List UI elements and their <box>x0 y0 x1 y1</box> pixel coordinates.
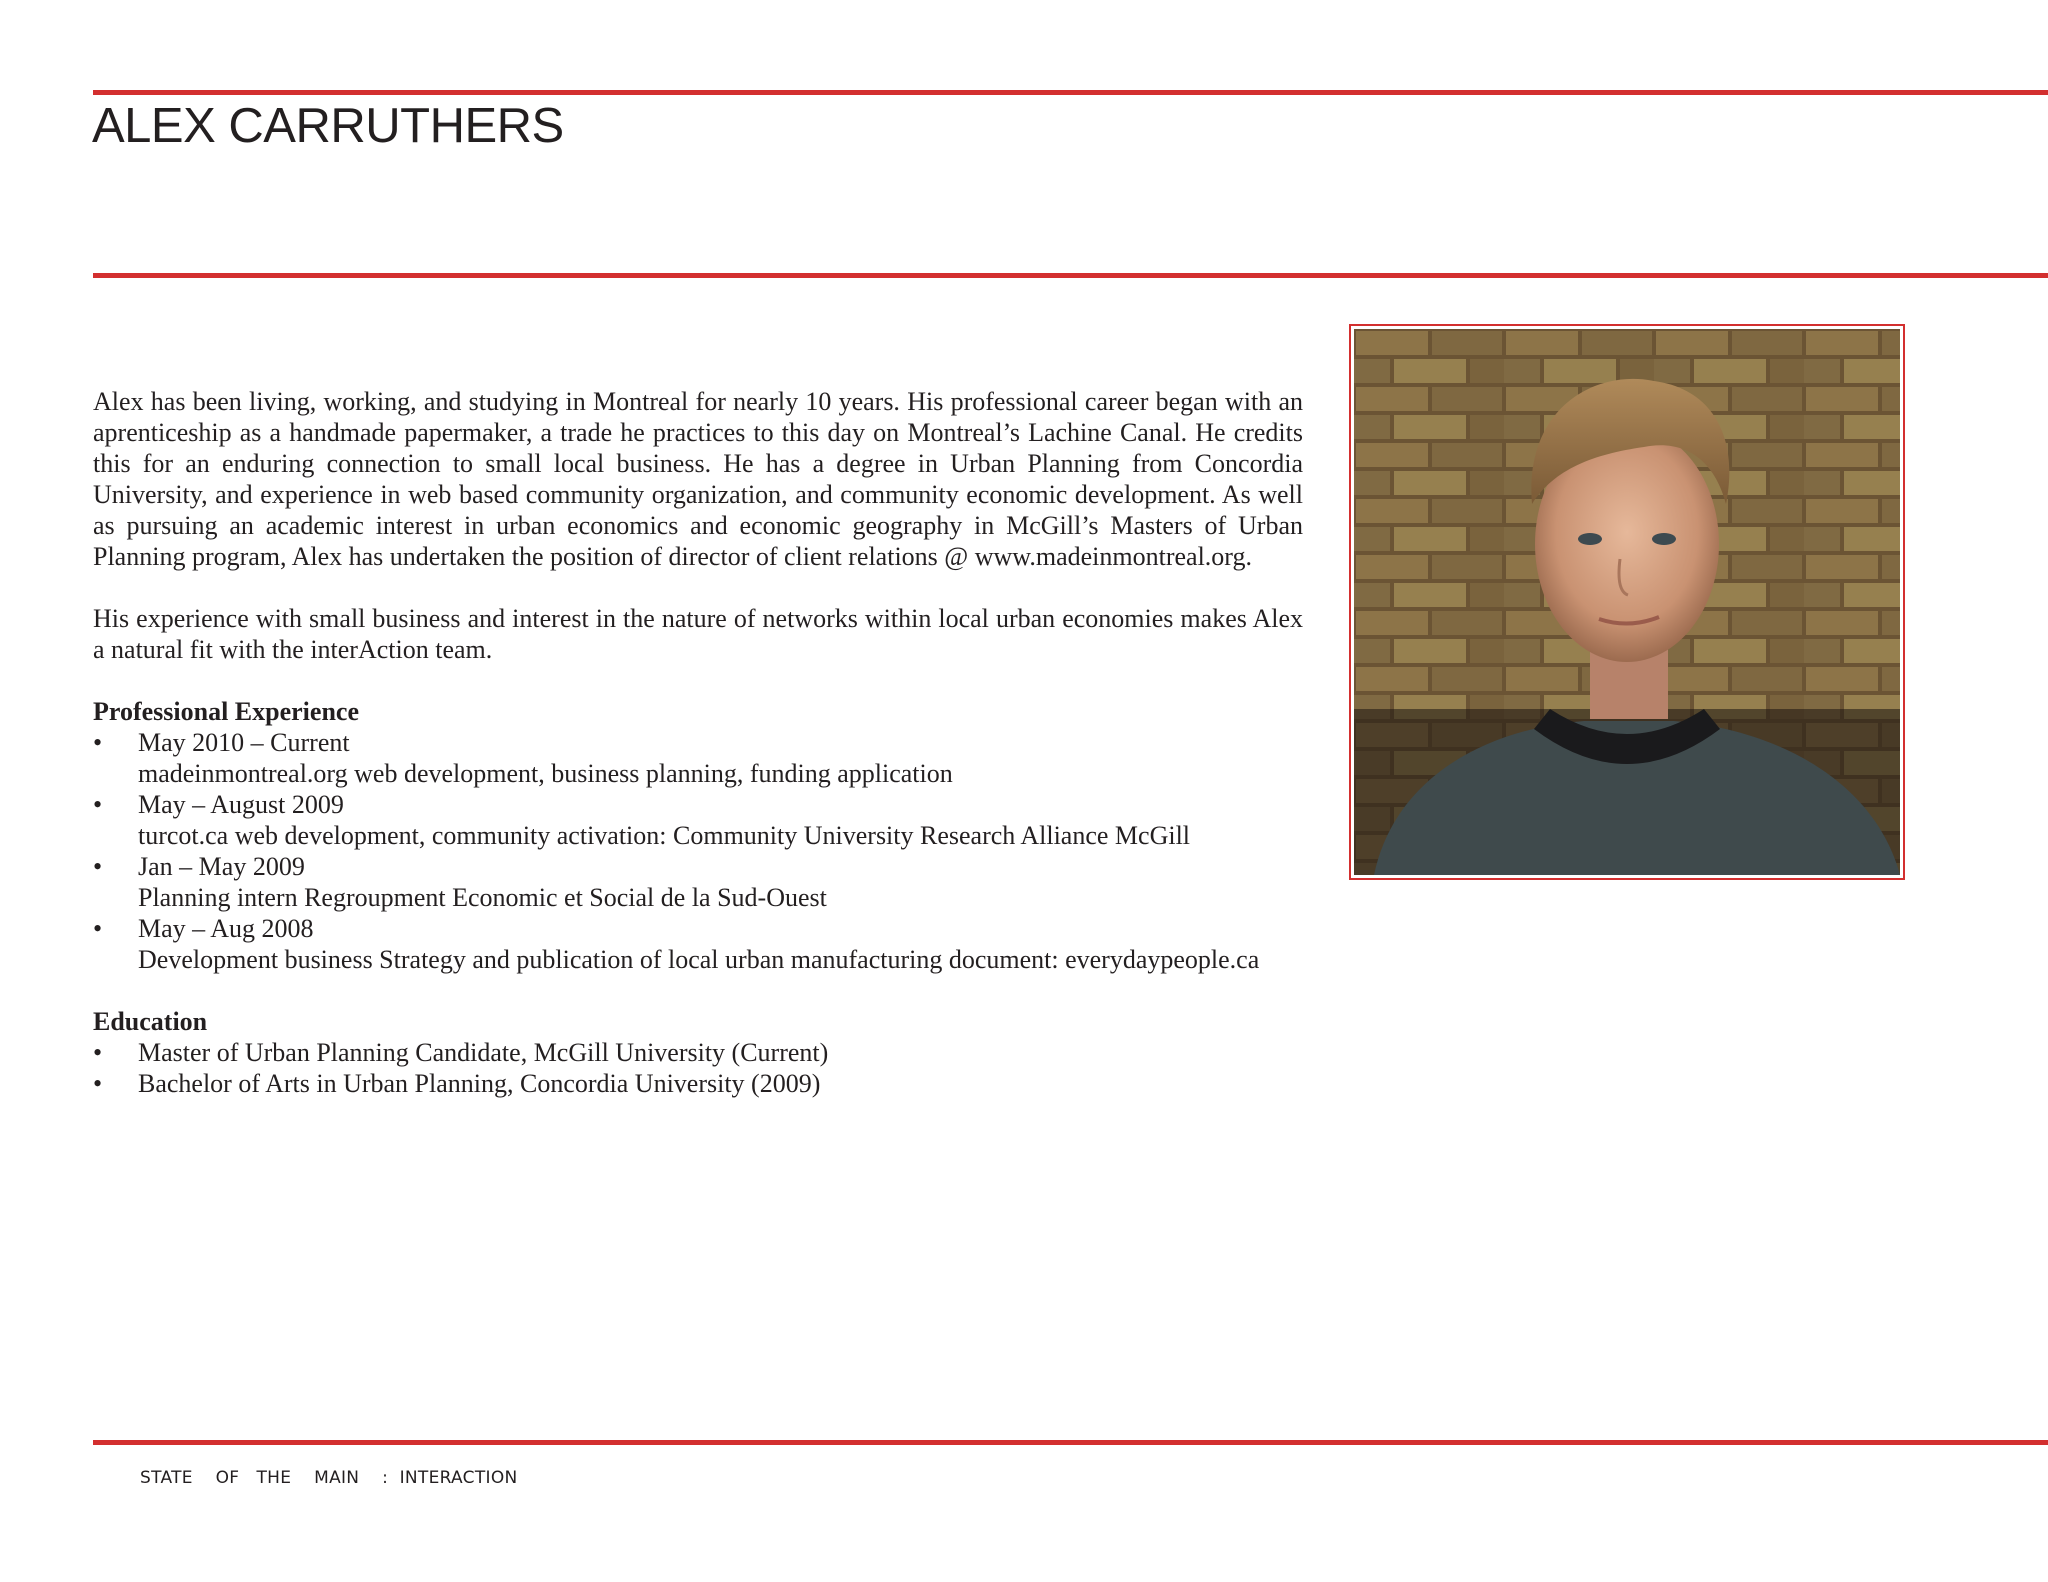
bullet: • <box>93 728 103 757</box>
education-entry: Bachelor of Arts in Urban Planning, Concordia University (2009) <box>138 1069 821 1098</box>
experience-item <box>93 851 1303 913</box>
experience-detail: Planning intern Regroupment Economic et Social de la Sud-Ouest <box>138 883 827 912</box>
experience-item <box>93 913 1303 975</box>
experience-detail: turcot.ca web development, community activation: Community University Research Alliance McGill <box>138 821 1191 850</box>
header-divider-rule <box>93 273 2048 278</box>
experience-item <box>93 789 1303 851</box>
education-item <box>93 1037 1303 1068</box>
bullet: • <box>93 790 103 819</box>
biography-content <box>93 386 1303 1130</box>
portrait-photo-frame <box>1349 324 1905 880</box>
bullet: • <box>93 852 103 881</box>
bullet: • <box>93 914 103 943</box>
bio-paragraph-2: His experience with small business and interest in the nature of networks within local urban economies makes Alex a natural fit with the interAction team. <box>93 604 1303 664</box>
experience-dates: May – August 2009 <box>138 790 344 819</box>
portrait-photo <box>1354 329 1900 875</box>
education-list <box>93 1037 1303 1099</box>
experience-dates: May 2010 – Current <box>138 728 350 757</box>
education-heading: Education <box>93 1007 208 1036</box>
footer-label: STATE OF THE MAIN : INTERACTION <box>140 1468 518 1488</box>
experience-list <box>93 727 1303 975</box>
education-item <box>93 1068 1303 1099</box>
education-entry: Master of Urban Planning Candidate, McGill University (Current) <box>138 1038 829 1067</box>
experience-detail: Development business Strategy and publication of local urban manufacturing document: everydaypeople.ca <box>138 945 1260 974</box>
bullet: • <box>93 1069 103 1098</box>
experience-dates: May – Aug 2008 <box>138 914 314 943</box>
person-name-heading: ALEX CARRUTHERS <box>92 99 564 153</box>
bullet: • <box>93 1038 103 1067</box>
experience-dates: Jan – May 2009 <box>138 852 305 881</box>
experience-item <box>93 727 1303 789</box>
experience-heading: Professional Experience <box>93 697 359 726</box>
footer-divider-rule <box>93 1440 2048 1445</box>
experience-detail: madeinmontreal.org web development, business planning, funding application <box>138 759 953 788</box>
top-divider-rule <box>93 90 2048 95</box>
bio-paragraph-1: Alex has been living, working, and studying in Montreal for nearly 10 years. His professional career began with an aprenticeship as a handmade papermaker, a trade he practices to this day on Montreal’s Lachine Canal. He credits this for an enduring connection to small local business. He has a degree in Urban Planning from Concordia University, and experience in web based community organization, and community economic development. As well as pursuing an academic interest in urban economics and economic geography in McGill’s Masters of Urban Planning program, Alex has undertaken the position of director of client relations @ www.madeinmontreal.org. <box>93 387 1303 571</box>
